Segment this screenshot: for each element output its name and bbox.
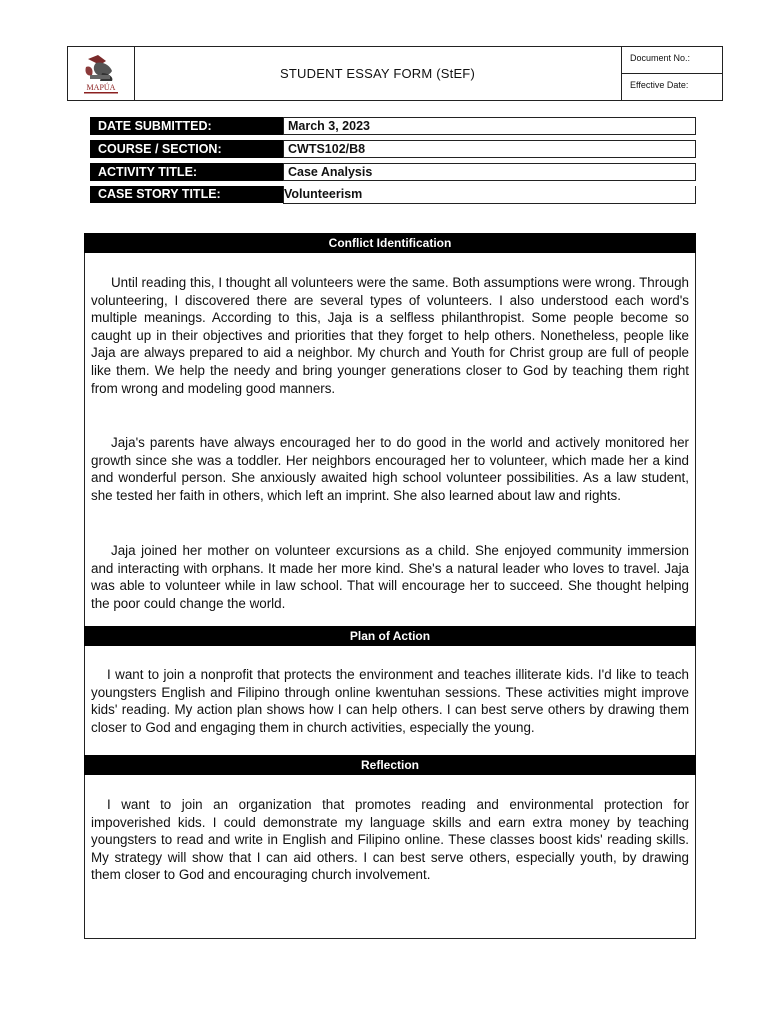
document-meta — [621, 47, 723, 100]
university-logo — [68, 47, 135, 100]
conflict-paragraph-3: Jaja joined her mother on volunteer excursions as a child. She enjoyed community immersion and interacting with orphans. It made her more kind. She's a natural leader who loves to travel. Jaja was able to volunteer while in law school. That will encourage her to succeed. She thought helping the poor could change the world. — [91, 543, 689, 611]
case-story-label: CASE STORY TITLE: — [90, 186, 283, 203]
date-submitted-value: March 3, 2023 — [283, 117, 696, 135]
document-no-label: Document No.: — [622, 47, 723, 74]
case-story-value: Volunteerism — [283, 186, 696, 204]
activity-title-value: Case Analysis — [283, 163, 696, 181]
course-section-label: COURSE / SECTION: — [90, 140, 283, 158]
svg-text:MAPÚA: MAPÚA — [86, 82, 116, 92]
conflict-identification-header: Conflict Identification — [84, 233, 696, 253]
activity-title-label: ACTIVITY TITLE: — [90, 163, 283, 181]
case-story-row — [90, 186, 696, 204]
conflict-paragraph-1: Until reading this, I thought all volunteers were the same. Both assumptions were wrong. Through volunteering, I discovered there are several types of volunteers. I also understood each word's multiple meanings. According to this, Jaja is a selfless philanthropist. Some people become so caught up in their objectives and priorities that they forget to help others. Nonetheless, people like Jaja are always prepared to aid a neighbor. My church and Youth for Christ group are full of people like them. We help the needy and bring younger generations closer to God by teaching them right from wrong and modeling good manners. — [91, 275, 689, 396]
plan-of-action-header: Plan of Action — [84, 626, 696, 646]
effective-date-label: Effective Date: — [630, 80, 689, 90]
reflection-header: Reflection — [84, 755, 696, 775]
activity-title-row — [90, 163, 696, 181]
reflection-paragraph: I want to join an organization that promotes reading and environmental protection for impoverished kids. I could demonstrate my language skills and earn extra money by teaching youngsters to read and write in English and Filipino online. These classes boost kids' reading skills. My strategy will show that I can aid others. I can best serve others, especially youth, by drawing them closer to God and encouraging church involvement. — [91, 797, 689, 883]
date-submitted-label: DATE SUBMITTED: — [90, 117, 283, 135]
conflict-paragraph-2: Jaja's parents have always encouraged her to do good in the world and actively monitored her growth since she was a toddler. Her neighbors encouraged her to volunteer, which made her a kind and wonderful person. She anxiously awaited high school volunteer possibilities. As a law student, she tested her faith in others, which left an imprint. She also learned about law and rights. — [91, 435, 689, 503]
course-section-row — [90, 140, 696, 158]
date-submitted-row — [90, 117, 696, 135]
form-header — [67, 46, 723, 101]
form-title: STUDENT ESSAY FORM (StEF) — [280, 66, 475, 81]
seal-icon — [76, 51, 126, 97]
course-section-value: CWTS102/B8 — [283, 140, 696, 158]
plan-paragraph: I want to join a nonprofit that protects the environment and teaches illiterate kids. I'd like to teach youngsters English and Filipino through online kwentuhan sessions. These activities might improve kids' reading. My action plan shows how I can help others. I can best serve others by drawing them closer to God and engaging them in church activities, especially the young. — [91, 667, 689, 735]
